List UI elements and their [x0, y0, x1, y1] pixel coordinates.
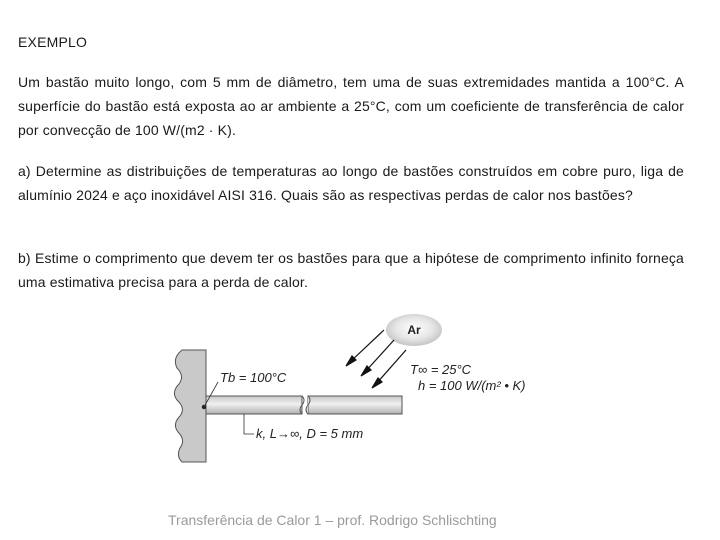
question-a: a) Determine as distribuições de temperaturas ao longo de bastões construídos em cobre puro, liga de alumínio 2024 e aço inoxidável AISI 316. Quais são as respectivas perdas de calor nos bastões?: [18, 163, 684, 203]
rod-leader: [244, 414, 254, 434]
air-label: Ar: [407, 323, 421, 337]
rod-left-segment: [206, 396, 302, 414]
wall-base: [174, 350, 206, 462]
tinf-label: T∞ = 25°C: [410, 362, 472, 377]
rod-right-segment: [308, 396, 402, 414]
problem-statement: Um bastão muito longo, com 5 mm de diâmetro, tem uma de suas extremidades mantida a 100°C. A superfície do bastão está exposta ao ar ambiente a 25°C, com um coeficiente de transferência de calor por convecção de 100 W/(m2 · K).: [18, 74, 684, 138]
rod-diagram: [160, 310, 560, 480]
slide-title: EXEMPLO: [18, 34, 88, 50]
tb-label: Tb = 100°C: [220, 370, 287, 385]
rod-label: k, L→∞, D = 5 mm: [256, 426, 364, 441]
footer: Transferência de Calor 1 – prof. Rodrigo Schlischting: [168, 512, 497, 528]
h-label: h = 100 W/(m² • K): [418, 378, 526, 393]
question-b: b) Estime o comprimento que devem ter os bastões para que a hipótese de comprimento infinito forneça uma estimativa precisa para a perda de calor.: [18, 250, 684, 290]
